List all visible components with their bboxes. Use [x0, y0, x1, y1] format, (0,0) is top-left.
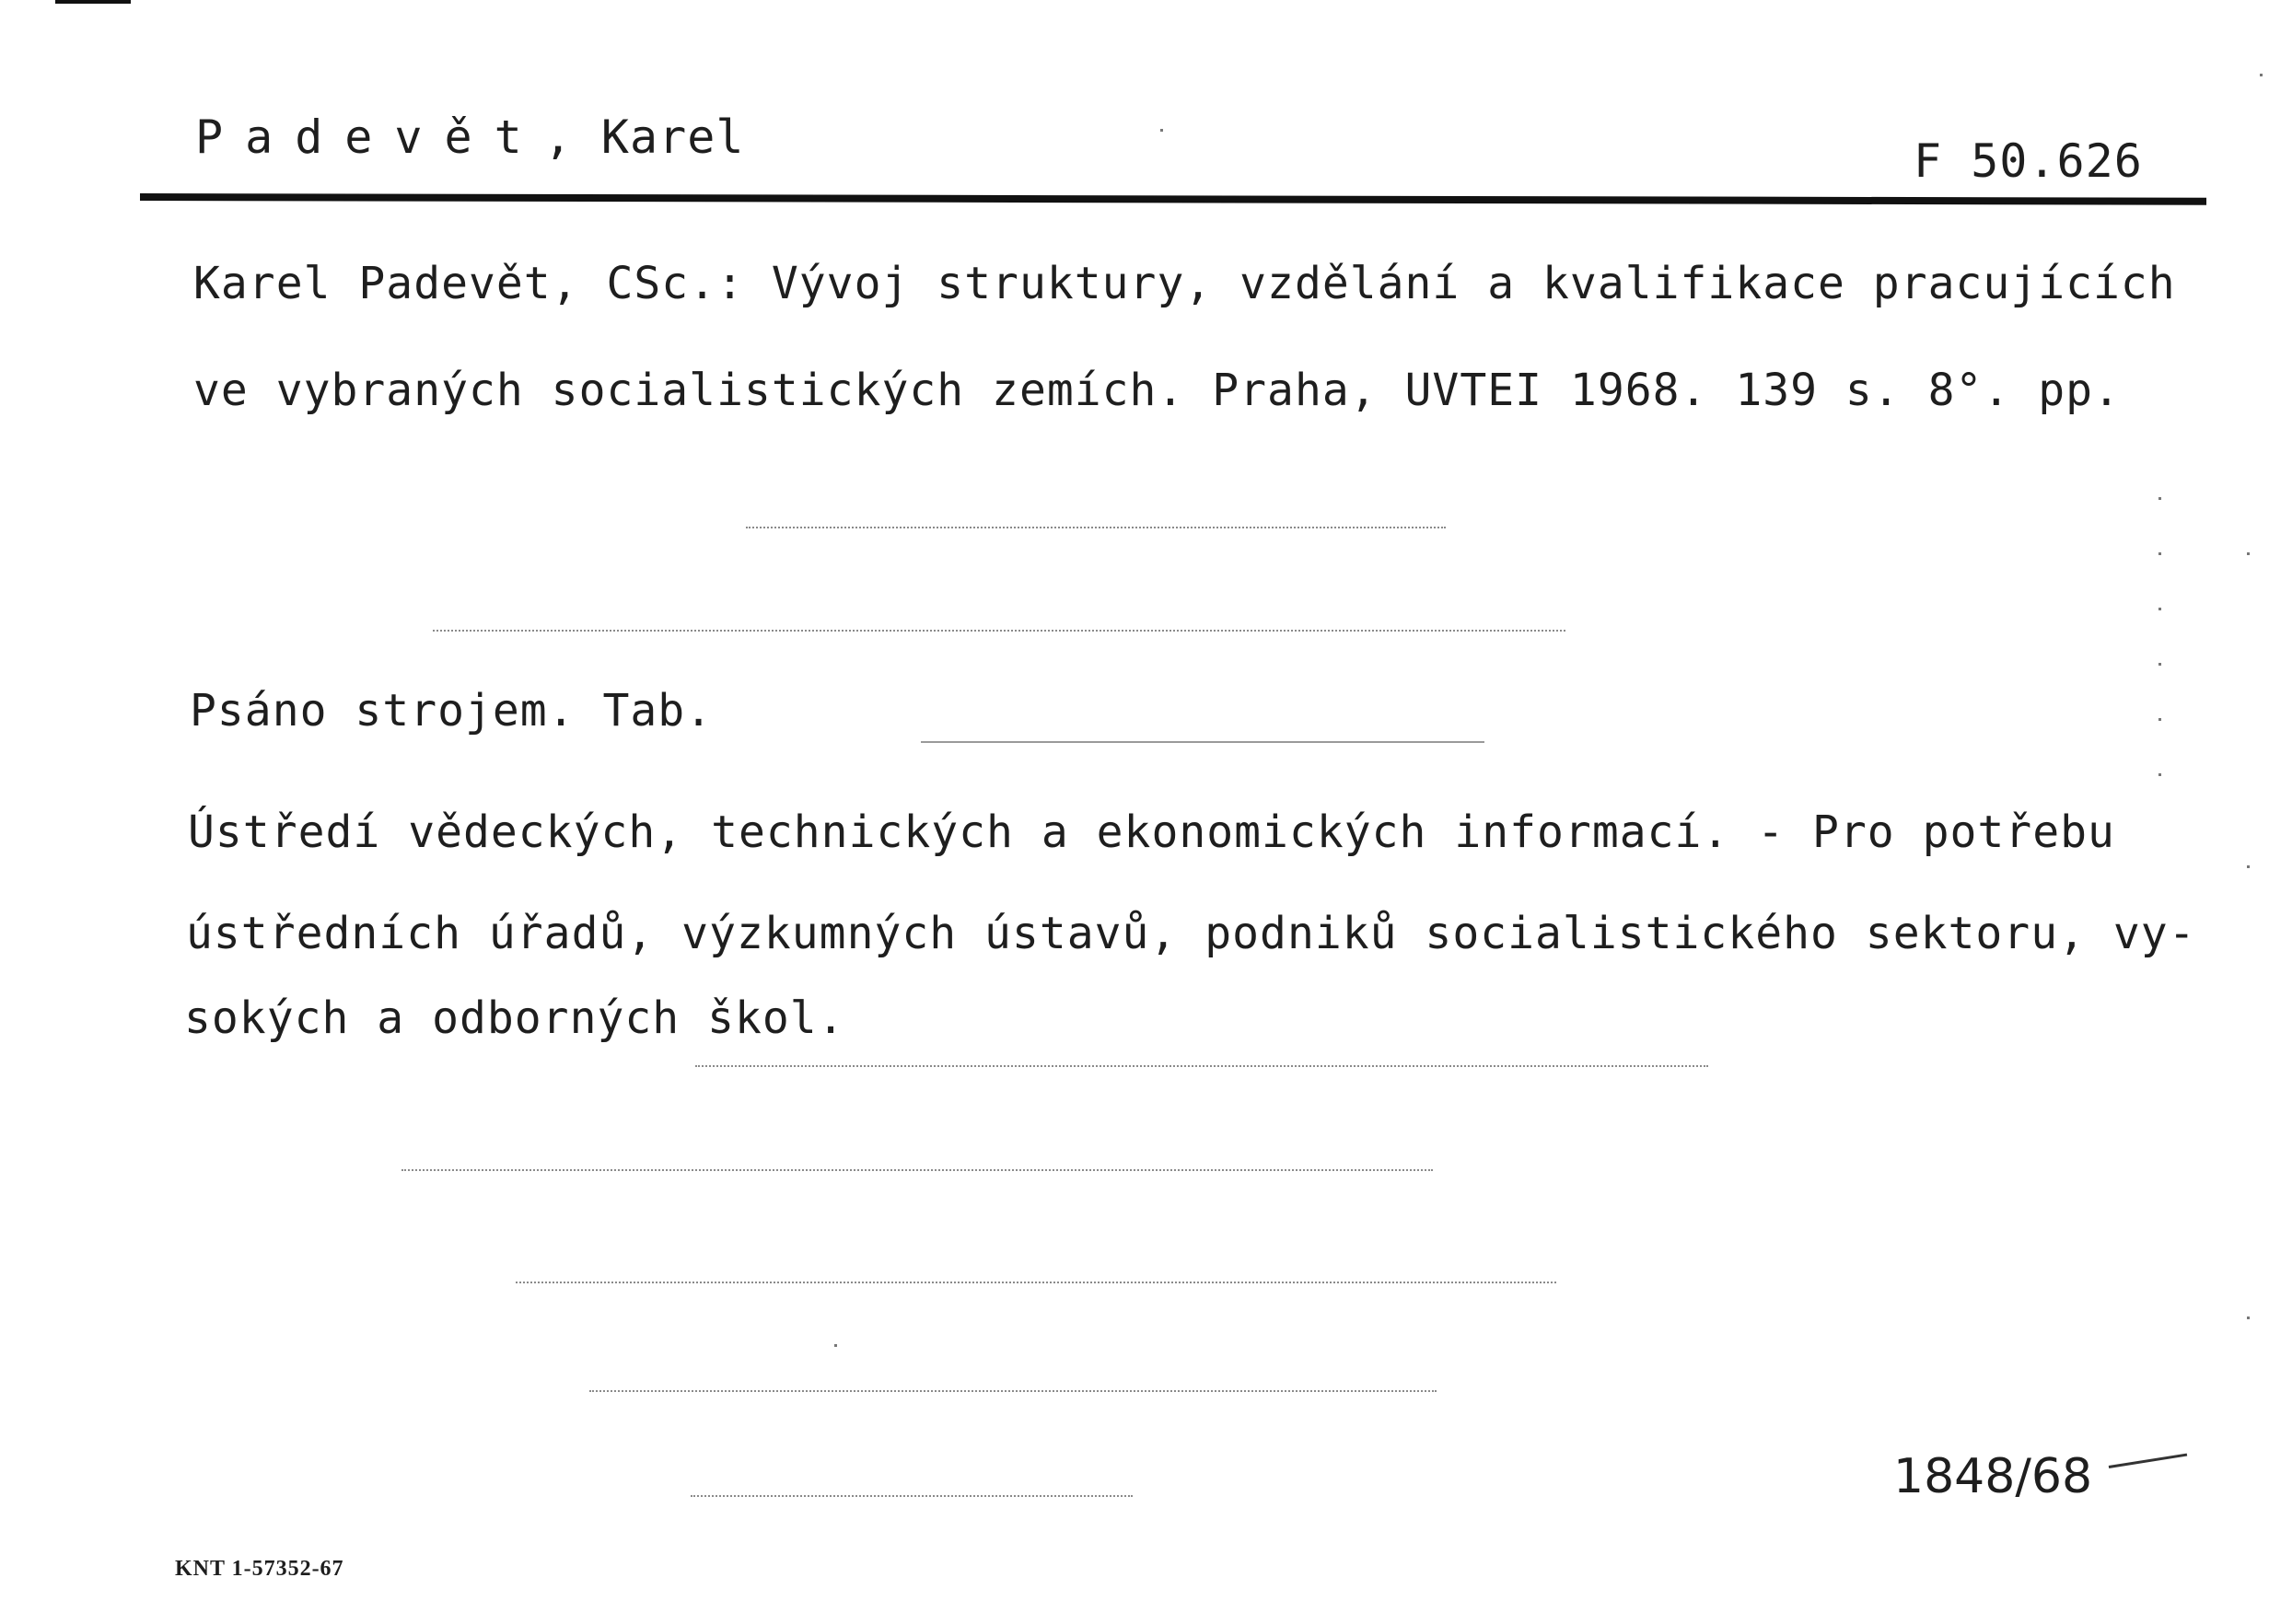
accession-number: 1848/68	[1893, 1449, 2093, 1504]
scan-speck	[2158, 718, 2161, 721]
scan-speck	[2158, 608, 2161, 610]
scan-speck	[1160, 129, 1163, 132]
faint-rule	[921, 741, 1484, 743]
heading-author	[195, 110, 745, 164]
publisher-line-3: sokých a odborných škol.	[184, 992, 845, 1044]
scan-speck	[2247, 865, 2250, 868]
scan-speck	[2247, 552, 2250, 555]
pen-stroke	[2109, 1454, 2187, 1468]
shelfmark: F 50.626	[1914, 134, 2143, 188]
faint-rule	[433, 630, 1565, 632]
scan-speck	[834, 1344, 837, 1347]
heading-rule	[140, 193, 2206, 205]
heading-surname: Padevět	[195, 110, 544, 164]
faint-rule	[516, 1282, 1556, 1283]
scan-speck	[2158, 552, 2161, 555]
physical-note: Psáno strojem. Tab.	[190, 685, 714, 737]
scan-speck	[2158, 663, 2161, 666]
faint-rule	[691, 1495, 1133, 1497]
scan-speck	[2158, 773, 2161, 776]
faint-rule	[401, 1169, 1433, 1171]
publisher-line-2: ústředních úřadů, výzkumných ústavů, podniků socialistického sektoru, vy-	[186, 908, 2196, 959]
faint-rule	[746, 527, 1446, 528]
scan-speck	[2247, 1317, 2250, 1319]
scan-speck	[2158, 497, 2161, 500]
publisher-line-1: Ústředí vědeckých, technických a ekonomických informací. - Pro potřebu	[188, 806, 2115, 858]
scan-speck	[2260, 74, 2263, 76]
faint-rule	[589, 1390, 1437, 1392]
description-line-2: ve vybraných socialistických zemích. Praha, UVTEI 1968. 139 s. 8°. pp.	[193, 365, 2121, 416]
description-line-1: Karel Padevět, CSc.: Vývoj struktury, vzdělání a kvalifikace pracujících	[193, 258, 2176, 309]
print-code: KNT 1-57352-67	[175, 1557, 344, 1581]
corner-mark	[55, 0, 131, 4]
heading-given-name: , Karel	[543, 110, 745, 164]
faint-rule	[695, 1065, 1708, 1067]
